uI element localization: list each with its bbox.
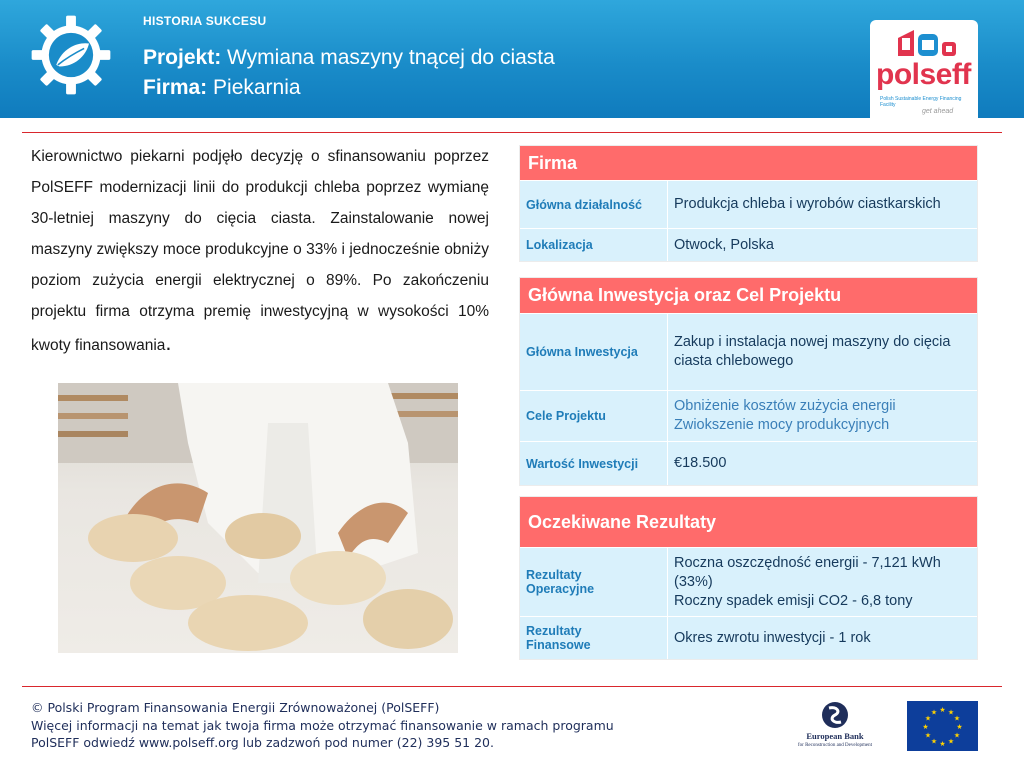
result-energy: Roczna oszczędność energii - 7,121 kWh (33%) xyxy=(674,554,941,590)
logo-word: polseff xyxy=(876,58,971,91)
row-key-line1: Rezultaty xyxy=(526,624,582,638)
row-key: Lokalizacja xyxy=(520,229,668,261)
svg-text:★: ★ xyxy=(956,723,963,731)
svg-text:★: ★ xyxy=(947,708,955,717)
svg-text:★: ★ xyxy=(924,714,932,723)
company-label: Firma: xyxy=(143,76,208,99)
footer-text xyxy=(31,699,614,752)
logo-tagline: Polish Sustainable Energy Financing Facility xyxy=(880,96,962,108)
table-row xyxy=(520,441,977,485)
gear-leaf-icon xyxy=(30,14,112,96)
svg-text:★: ★ xyxy=(953,731,961,740)
table-row xyxy=(520,547,977,616)
ebrd-subtitle: for Reconstruction and Development xyxy=(797,743,872,748)
row-key xyxy=(520,548,668,616)
table-row xyxy=(520,390,977,441)
project-line xyxy=(143,46,555,70)
investment-table-title: Główna Inwestycja oraz Cel Projektu xyxy=(520,278,977,313)
firma-table-title: Firma xyxy=(520,146,977,180)
row-key: Cele Projektu xyxy=(520,391,668,441)
svg-text:★: ★ xyxy=(953,714,961,723)
table-row xyxy=(520,313,977,390)
row-value: €18.500 xyxy=(674,455,727,471)
ebrd-logo-icon xyxy=(819,700,851,730)
svg-text:★: ★ xyxy=(939,706,946,714)
company-value: Piekarnia xyxy=(213,76,301,99)
intro-end-mark: . xyxy=(165,330,172,355)
firma-table xyxy=(519,145,978,262)
svg-text:★: ★ xyxy=(939,740,946,748)
project-value: Wymiana maszyny tnącej do ciasta xyxy=(227,46,555,69)
results-table xyxy=(519,496,978,660)
table-row xyxy=(520,228,977,261)
goal-1: Obniżenie kosztów zużycia energii xyxy=(674,398,896,414)
intro-text: Kierownictwo piekarni podjęło decyzję o sfinansowaniu poprzez PolSEFF modernizacji linii do produkcji chleba poprzez wymianę 30-letniej maszyny do cięcia ciasta. Zainstalowanie nowej maszyny zwiększy moce produkcyjne o 33% i jednocześnie obniży poziom zużycia energii elektrycznej o 89%. Po zakończeniu projektu firma otrzyma premię inwestycyjną w wysokości 10% kwoty finansowania xyxy=(31,148,489,354)
bottom-divider xyxy=(22,686,1002,687)
investment-table xyxy=(519,277,978,486)
svg-text:★: ★ xyxy=(924,731,932,740)
row-value: Produkcja chleba i wyrobów ciastkarskich xyxy=(674,196,941,212)
eu-flag-icon xyxy=(907,701,978,751)
svg-text:★: ★ xyxy=(947,737,955,746)
goal-2: Zwiokszenie mocy produkcyjnych xyxy=(674,417,890,433)
result-co2: Roczny spadek emisji CO2 - 6,8 tony xyxy=(674,592,913,609)
footer-contact: PolSEFF odwiedź www.polseff.org lub zadzwoń pod numer (22) 395 51 20. xyxy=(31,735,494,750)
logo-get-ahead: get ahead xyxy=(922,108,954,115)
kicker-label: HISTORIA SUKCESU xyxy=(143,14,267,28)
ebrd-name: European Bank xyxy=(806,731,864,741)
header-banner xyxy=(0,0,1024,118)
footer-copyright: © Polski Program Finansowania Energii Zrównoważonej (PolSEFF) xyxy=(31,700,440,715)
row-value: Okres zwrotu inwestycji - 1 rok xyxy=(674,629,871,646)
baker-kneading-image xyxy=(58,383,458,653)
results-table-title: Oczekiwane Rezultaty xyxy=(520,497,977,547)
svg-text:★: ★ xyxy=(930,737,938,746)
row-key-line2: Operacyjne xyxy=(526,582,595,596)
intro-paragraph xyxy=(31,141,489,361)
ebrd-logo xyxy=(785,700,885,752)
row-key-line2: Finansowe xyxy=(526,638,591,652)
table-row xyxy=(520,616,977,659)
svg-text:★: ★ xyxy=(930,708,938,717)
row-value: Zakup i instalacja nowej maszyny do cięcia ciasta chlebowego xyxy=(674,334,951,369)
row-key xyxy=(520,617,668,659)
row-value: Otwock, Polska xyxy=(674,236,774,253)
row-key-line1: Rezultaty xyxy=(526,568,582,582)
row-key: Główna działalność xyxy=(520,181,668,228)
top-divider xyxy=(22,132,1002,133)
row-value xyxy=(668,548,977,616)
footer-info: Więcej informacji na temat jak twoja firma może otrzymać finansowanie w ramach programu xyxy=(31,717,614,733)
svg-text:★: ★ xyxy=(922,723,929,731)
row-value xyxy=(668,391,977,441)
logo-mark-icon xyxy=(888,26,964,60)
row-key: Wartość Inwestycji xyxy=(520,442,668,485)
bakery-photo xyxy=(58,383,458,653)
polseff-logo xyxy=(870,20,978,120)
row-key: Główna Inwestycja xyxy=(520,314,668,390)
company-line xyxy=(143,76,301,100)
project-label: Projekt: xyxy=(143,46,222,69)
table-row xyxy=(520,180,977,228)
